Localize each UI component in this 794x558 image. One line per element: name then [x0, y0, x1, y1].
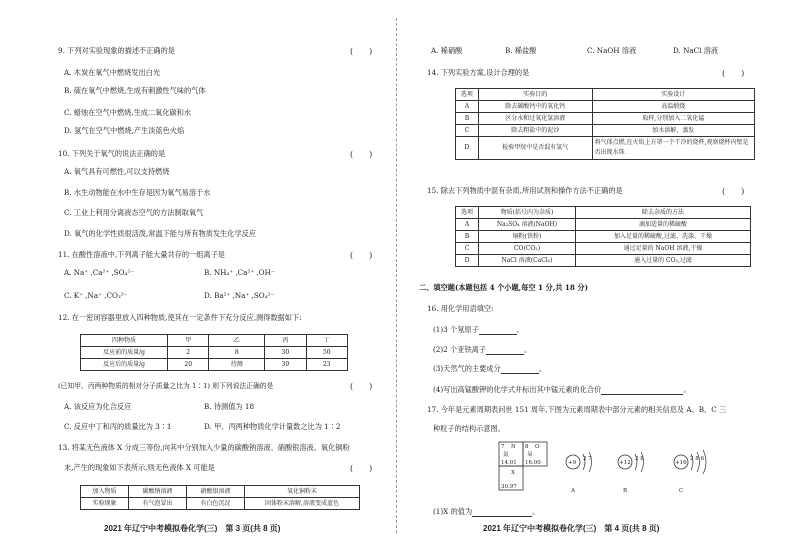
table-cell: 实验目的: [478, 89, 592, 101]
q9-stem: 9. 下列对实验现象的描述不正确的是: [58, 46, 175, 55]
q13-table: [80, 485, 360, 510]
table-cell: D: [456, 137, 479, 160]
table-cell: 待测: [209, 359, 265, 371]
q14-answer-paren: ( ): [722, 69, 745, 78]
table-row: [456, 125, 755, 137]
table-cell: 检验甲烷中是否混有氢气: [478, 137, 592, 160]
table-cell: 加入足量的稀硫酸,过滤、洗涤、干燥: [576, 231, 751, 243]
table-row: [456, 89, 755, 101]
table-cell: 除去杂质的方法: [576, 207, 751, 219]
q10-answer-paren: ( ): [350, 150, 373, 159]
table-cell: 滴加适量的稀硫酸: [576, 219, 751, 231]
svg-text:O: O: [535, 444, 540, 450]
table-row: [456, 231, 751, 243]
table-cell: 选项: [456, 89, 479, 101]
table-cell: 区分水和过氧化氢溶液: [478, 113, 592, 125]
q15-stem: 15. 除去下列物质中混有杂质,所用试剂和操作方法不正确的是: [427, 186, 623, 195]
answer-blank[interactable]: [601, 386, 683, 395]
table-cell: 50: [306, 347, 347, 359]
table-row: [456, 243, 751, 255]
table-cell: Na₂SO₄ 溶液(NaOH): [479, 219, 576, 231]
table-cell: 氧化铜粉末: [245, 486, 360, 498]
table-cell: 23: [306, 359, 347, 371]
q9-option-a: A. 木炭在氧气中燃烧发出白光: [64, 68, 161, 77]
q11-answer-paren: ( ): [350, 251, 373, 260]
periodic-cell-oxygen: [523, 442, 547, 466]
table-cell: 通入过量的 CO₂,过滤: [576, 255, 751, 267]
q11-option-d: D. Ba²⁺ ,Na⁺ ,SO₄²⁻: [204, 291, 275, 300]
table-cell: 20: [168, 359, 209, 371]
q9-option-b: B. 硫在氧气中燃烧,生成有刺激性气味的气体: [64, 86, 206, 95]
table-cell: 硝酸银溶液: [187, 486, 245, 498]
table-cell: 取样,分别加入二氧化锰: [592, 113, 754, 125]
q11-stem: 11. 在酸性溶液中,下列离子能大量共存的一组离子是: [58, 250, 225, 259]
section-2-heading: 二、填空题(本题包括 4 个小题,每空 1 分,共 18 分): [419, 283, 589, 292]
table-cell: 甲: [168, 335, 209, 347]
left-page-footer: 2021 年辽宁中考模拟卷化学(三) 第 3 页(共 8 页): [104, 524, 281, 533]
table-cell: B: [456, 231, 479, 243]
q14-stem: 14. 下列实验方案,设计合理的是: [427, 68, 530, 77]
table-cell: B: [456, 113, 479, 125]
q11-option-a: A. Na⁺ ,Ca²⁺ ,SO₄²⁻: [64, 268, 135, 277]
q17-stem: 17. 今年是元素周期表问世 151 周年,下图为元素周期表中部分元素的相关信息及 A、B、C 三: [427, 405, 727, 414]
svg-text:2 8 6: 2 8 6: [690, 456, 704, 462]
table-cell: 加入物质: [81, 486, 129, 498]
q12-option-b: B. 待测值为 18: [204, 402, 255, 411]
svg-text:2 8: 2 8: [635, 456, 644, 462]
q13-option-c: C. NaOH 溶液: [587, 46, 637, 55]
table-cell: 固体粉末溶解,溶液变成蓝色: [245, 498, 360, 510]
q16-item-2: (2)2 个亚铁离子 。: [433, 345, 532, 354]
table-cell: 高温煅烧: [592, 101, 754, 113]
table-cell: D: [456, 255, 479, 267]
table-cell: A: [456, 101, 479, 113]
table-row: [81, 359, 348, 371]
q13-option-d: D. NaCl 溶液: [673, 46, 719, 55]
q13-option-a: A. 稀硝酸: [431, 46, 463, 55]
q17-stem-continued: 种粒子的结构示意图。: [433, 424, 505, 433]
q16-item-4: (4)写出高锰酸钾的化学式并标出其中锰元素的化合价 。: [433, 385, 691, 394]
table-cell: 39: [265, 359, 306, 371]
q15-answer-paren: ( ): [722, 187, 745, 196]
table-cell: C: [456, 125, 479, 137]
svg-text:X: X: [511, 470, 515, 476]
table-cell: A: [456, 219, 479, 231]
table-cell: 物质(括号内为杂质): [479, 207, 576, 219]
table-cell: 反应后的质量/g: [81, 359, 168, 371]
answer-blank[interactable]: [501, 365, 539, 374]
table-cell: 除去粗盐中的泥沙: [478, 125, 592, 137]
q10-option-d: D. 氧气的化学性质很活泼,常温下能与所有物质发生化学反应: [64, 229, 257, 238]
q16-item-1: (1)3 个氖原子 。: [433, 325, 524, 334]
svg-text:30.97: 30.97: [501, 484, 517, 490]
atom-diagram-a: [566, 452, 592, 494]
svg-text:7: 7: [501, 444, 505, 450]
table-row: [456, 219, 751, 231]
q17-sub-1: (1)X 的值为 。: [433, 507, 540, 516]
table-cell: 丁: [306, 335, 347, 347]
periodic-cell-x: [499, 466, 523, 490]
q13-option-b: B. 稀盐酸: [505, 46, 537, 55]
atom-diagram-c: [674, 450, 706, 494]
table-cell: 实验设计: [592, 89, 754, 101]
table-cell: 除去碳酸钙中的氧化钙: [478, 101, 592, 113]
answer-blank[interactable]: [479, 326, 517, 335]
svg-text:氮: 氮: [503, 452, 509, 458]
q9-answer-paren: ( ): [350, 47, 373, 56]
table-cell: 2: [168, 347, 209, 359]
svg-text:B: B: [623, 488, 628, 494]
atom-diagram-b: [618, 452, 644, 494]
table-row: [456, 207, 751, 219]
table-cell: 反应前的质量/g: [81, 347, 168, 359]
q11-option-b: B. NH₄⁺ ,Ca²⁺ ,OH⁻: [204, 268, 275, 277]
q9-option-d: D. 氢气在空气中燃烧,产生淡蓝色火焰: [64, 126, 185, 135]
table-cell: 碳酸钠溶液: [129, 486, 187, 498]
q10-option-b: B. 水生动物能在水中生存是因为氧气易溶于水: [64, 188, 211, 197]
svg-text:C: C: [679, 488, 684, 494]
periodic-table-and-atom-diagrams: [497, 440, 737, 506]
svg-text:2 7: 2 7: [583, 456, 592, 462]
table-cell: 30: [265, 347, 306, 359]
table-row: [456, 137, 755, 160]
table-row: [81, 486, 360, 498]
periodic-cell-nitrogen: [499, 442, 523, 466]
table-cell: 四种物质: [81, 335, 168, 347]
svg-text:A: A: [571, 488, 575, 494]
q16-item-3: (3)天然气的主要成分 。: [433, 364, 546, 373]
svg-text:N: N: [511, 444, 516, 450]
table-cell: 铜粉(铁粉): [479, 231, 576, 243]
q10-option-a: A. 氧气具有可燃性,可以支持燃烧: [64, 167, 170, 176]
svg-text:+16: +16: [675, 460, 687, 466]
right-page-footer: 2021 年辽宁中考模拟卷化学(三) 第 4 页(共 8 页): [483, 524, 660, 533]
q13-stem: 13. 将某无色液体 X 分成三等份,向其中分别加入少量的碳酸钠溶液、硝酸银溶液、氧化铜粉: [58, 443, 350, 452]
q12-option-d: D. 甲、丙两种物质化学计量数之比为 1∶2: [204, 422, 341, 431]
q13-stem-continued: 末,产生的现象如下表所示,则无色液体 X 可能是: [64, 463, 215, 472]
q15-table: [455, 206, 751, 267]
table-cell: 丙: [265, 335, 306, 347]
table-row: [456, 101, 755, 113]
answer-blank[interactable]: [486, 346, 524, 355]
table-cell: 选项: [456, 207, 479, 219]
right-page: [397, 0, 794, 558]
q12-option-a: A. 该反应为化合反应: [64, 402, 132, 411]
q10-stem: 10. 下列关于氧气的说法正确的是: [58, 149, 166, 158]
q12-option-c: C. 反应中丁和丙的质量比为 3∶1: [64, 422, 172, 431]
q12-table: [80, 334, 348, 371]
svg-text:+9: +9: [568, 460, 577, 466]
table-cell: 乙: [209, 335, 265, 347]
svg-text:氧: 氧: [527, 452, 533, 458]
table-cell: 将气体点燃,在火焰上方罩一个干冷的烧杯,观察烧杯内壁是否出现水珠: [592, 137, 754, 160]
q12-answer-paren: ( ): [350, 382, 373, 391]
q14-table: [455, 88, 755, 160]
q10-option-c: C. 工业上利用分离液态空气的方法制取氧气: [64, 208, 204, 217]
table-row: [456, 255, 751, 267]
table-row: [81, 347, 348, 359]
table-cell: NaCl 溶液(CaCl₂): [479, 255, 576, 267]
svg-text:16.00: 16.00: [525, 460, 541, 466]
svg-text:8: 8: [525, 444, 529, 450]
q16-stem: 16. 用化学用语填空:: [427, 304, 494, 313]
table-cell: 有气泡冒出: [129, 498, 187, 510]
table-cell: 通过足量的 NaOH 溶液,干燥: [576, 243, 751, 255]
table-cell: 加水溶解、蒸发: [592, 125, 754, 137]
svg-text:+12: +12: [619, 460, 631, 466]
q12-note: (已知甲、丙两种物质的相对分子质量之比为 1∶1) 则下列说法正确的是: [58, 382, 274, 390]
table-cell: CO(CO₂): [479, 243, 576, 255]
table-cell: C: [456, 243, 479, 255]
q13-answer-paren: ( ): [350, 464, 373, 473]
table-row: [81, 498, 360, 510]
q11-option-c: C. K⁺ ,Na⁺ ,CO₃²⁻: [64, 291, 128, 300]
table-row: [456, 113, 755, 125]
table-row: [81, 335, 348, 347]
q12-stem: 12. 在一密闭容器里放入四种物质,使其在一定条件下充分反应,测得数据如下:: [58, 313, 302, 322]
table-cell: 有白色沉淀: [187, 498, 245, 510]
q9-option-c: C. 蜡烛在空气中燃烧,生成二氧化碳和水: [64, 108, 192, 117]
table-cell: 实验现象: [81, 498, 129, 510]
table-cell: 8: [209, 347, 265, 359]
answer-blank[interactable]: [472, 508, 532, 517]
svg-text:14.01: 14.01: [501, 460, 517, 466]
